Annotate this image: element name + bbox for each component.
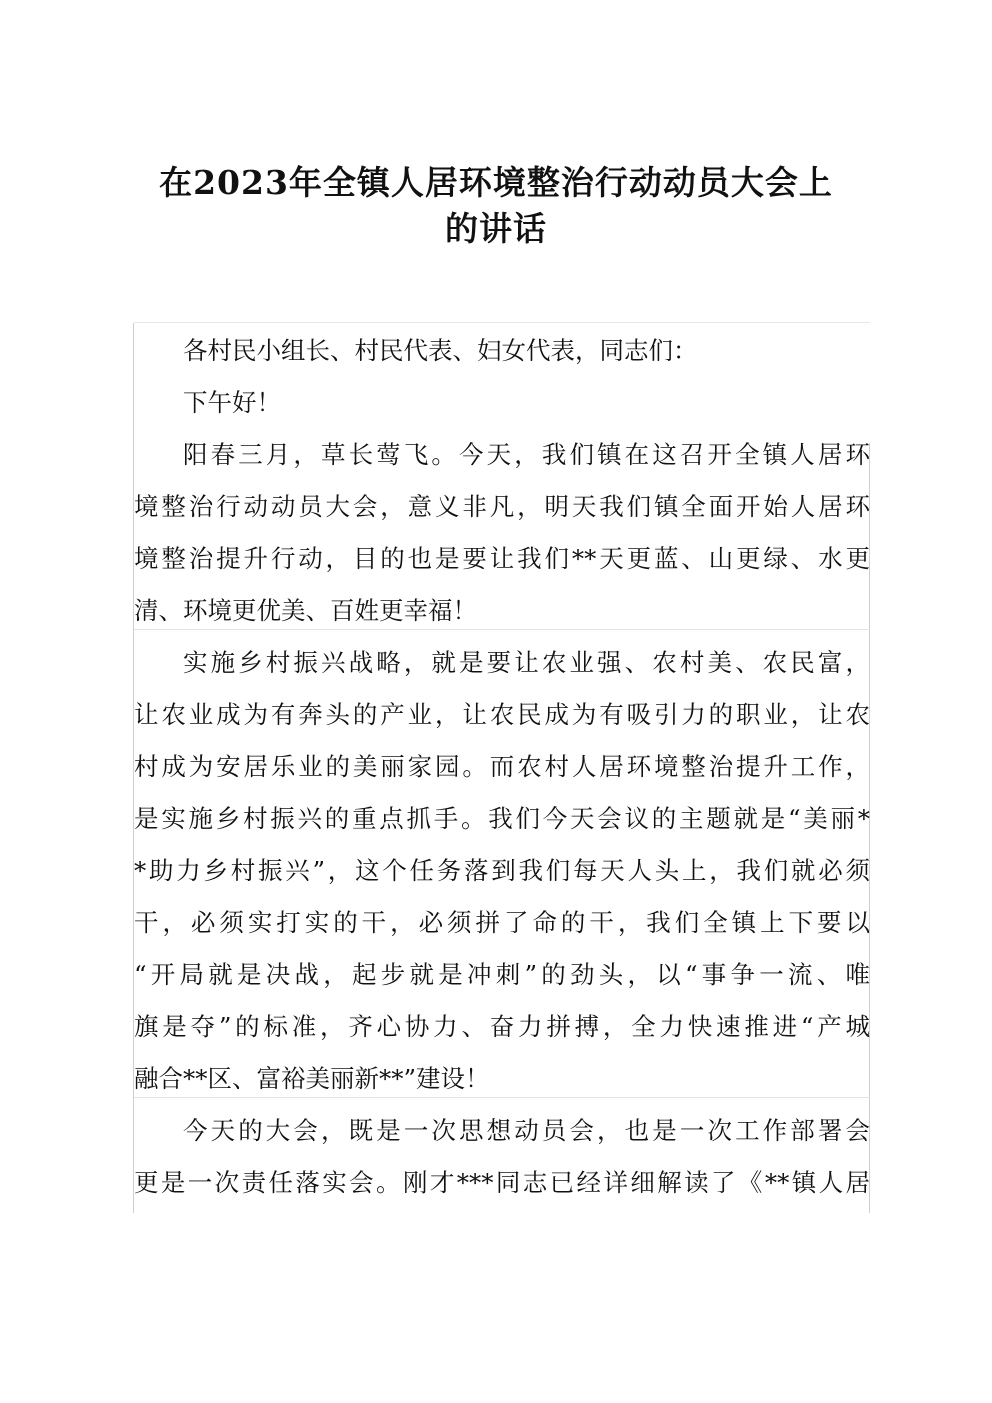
paragraph-2-line: “开局就是决战，起步就是冲刺”的劲头，以“事争一流、唯 <box>134 960 870 989</box>
paragraph-1-line: 阳春三月，草长莺飞。今天，我们镇在这召开全镇人居环 <box>183 440 870 469</box>
paragraph-1-line: 境整治行动动员大会，意义非凡，明天我们镇全面开始人居环 <box>134 492 870 521</box>
title-line-2: 的讲话 <box>445 209 547 248</box>
paragraph-2-line: 实施乡村振兴战略，就是要让农业强、农村美、农民富， <box>183 648 870 677</box>
document-title <box>120 160 872 252</box>
title-line-1: 在2023年全镇人居环境整治行动动员大会上 <box>159 163 833 202</box>
paragraph-3-line: 今天的大会，既是一次思想动员会，也是一次工作部署会 <box>183 1116 870 1145</box>
paragraph-2-line: 干，必须实打实的干，必须拼了命的干，我们全镇上下要以 <box>134 908 870 937</box>
salutation: 各村民小组长、村民代表、妇女代表，同志们： <box>183 336 698 365</box>
paragraph-2-line: 融合**区、富裕美丽新**”建设！ <box>134 1064 490 1093</box>
paragraph-2-line: 是实施乡村振兴的重点抓手。我们今天会议的主题就是“美丽* <box>134 804 870 833</box>
speech-body <box>134 322 870 1213</box>
paragraph-1-line: 境整治提升行动，目的也是要让我们**天更蓝、山更绿、水更 <box>134 544 870 573</box>
paragraph-2-line: 旗是夺”的标准，齐心协力、奋力拼搏，全力快速推进“产城 <box>134 1012 870 1041</box>
paragraph-2-line: 村成为安居乐业的美丽家园。而农村人居环境整治提升工作， <box>134 752 870 781</box>
paragraph-2-line: 让农业成为有奔头的产业，让农民成为有吸引力的职业，让农 <box>134 700 870 729</box>
paragraph-2-line: *助力乡村振兴”，这个任务落到我们每天人头上，我们就必须 <box>134 856 870 885</box>
greeting: 下午好！ <box>183 388 281 417</box>
paragraph-3-line: 更是一次责任落实会。刚才***同志已经详细解读了《**镇人居 <box>134 1168 870 1197</box>
paragraph-1-line: 清、环境更优美、百姓更幸福！ <box>134 596 477 625</box>
